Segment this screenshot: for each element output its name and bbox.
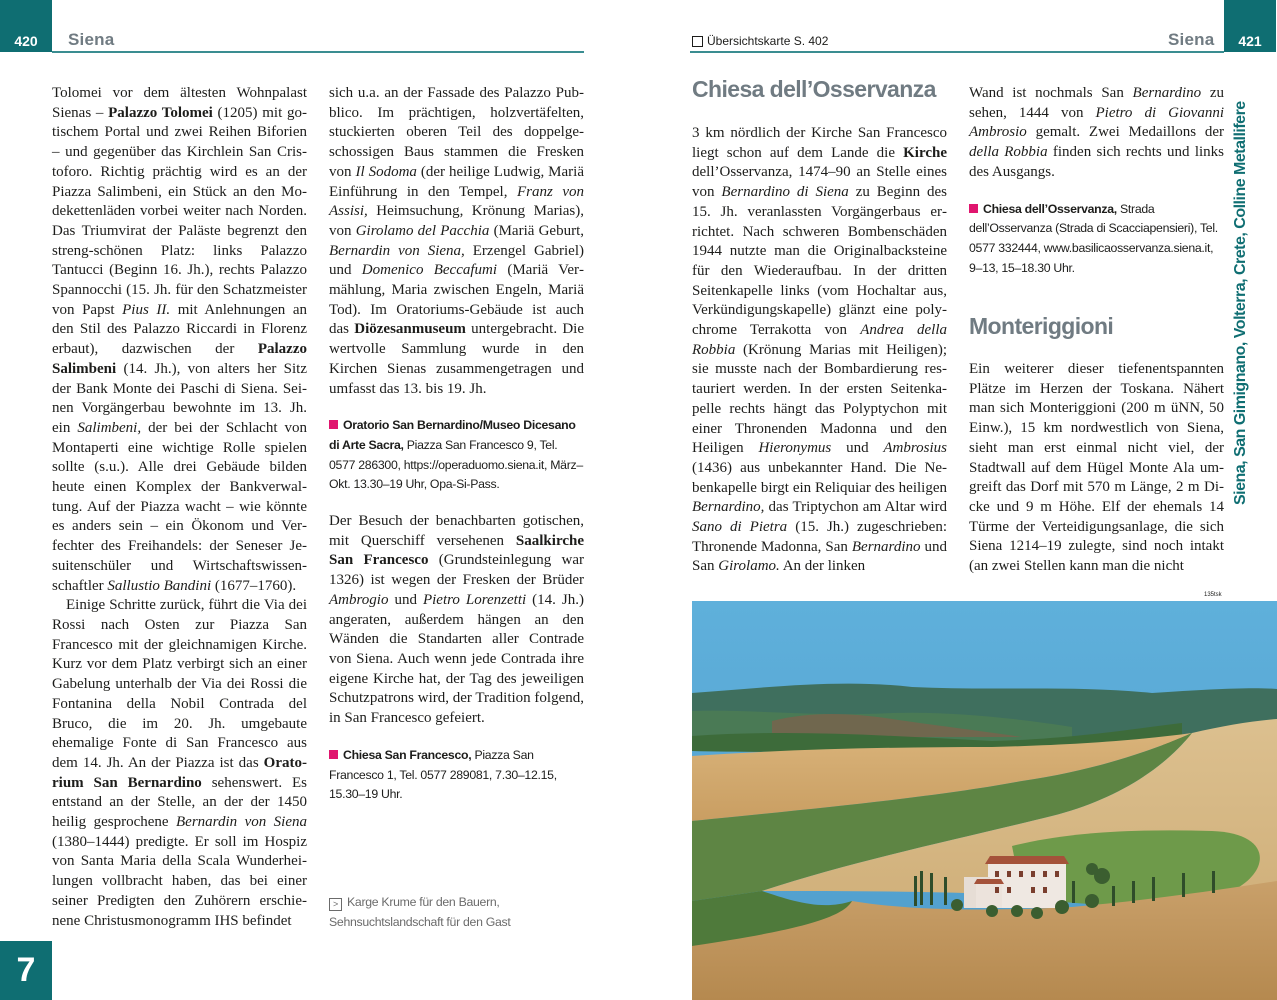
header-rule	[52, 51, 584, 53]
text-column-1	[52, 84, 307, 931]
paragraph: Ein weiterer dieser tiefenentspannten Plätze im Herzen der Toskana. Nähert man sich Monteriggioni (200 m üNN, 50 Einw.), 15 km nordwestlich von Siena, sieht man erst einmal nicht viel, der Stadtwall auf dem Hügel Monte Ala umgreift das Dorf mit 570 m Länge, 2 m Dicke und 9 m Höhe. Elf der ehemals 14 Türme der Verteidigungsanlage, die sich Siena 1214–19 zulegte, sind noch intakt (an zwei Stellen kann man die nicht	[969, 361, 1224, 575]
photo-credit: 135tsk	[1204, 592, 1222, 598]
section-heading-monteriggioni: Monteriggioni	[969, 313, 1114, 339]
running-header-title: Siena	[1168, 30, 1215, 49]
paragraph: Einige Schritte zurück, führt die Via dei Rossi nach Osten zur Piazza San Francesco mit der gleichnamigen Kirche. Kurz vor dem Platz verbirgt sich an einer Gabelung unterhalb der Via dei Rossi die Fontanina della Nobil Contrada del Bruco, die im 20. Jh. umgebaute ehemalige Fonte di San Francesco aus dem 14. Jh. An der Piazza ist das Oratorium San Bernardino sehenswert. Es entstand an der Stelle, an der der 1450 heilig gesprochene Bernardin von Siena (1380–1444) predigte. Er soll im Hospiz von Santa Maria della Scala Wunderheilungen vollbracht haben, das bei einer seiner Predigten den Zuhörern erschienene Christusmonogramm IHS befindet	[52, 597, 307, 929]
page-number: 420	[14, 33, 38, 49]
page-number-tab	[1224, 0, 1276, 52]
info-box-san-francesco: Chiesa San Francesco, Piazza San Francesco 1, Tel. 0577 289081, 7.30–12.15, 15.30–19 Uhr.	[329, 747, 557, 802]
bullet-square-icon	[329, 420, 338, 429]
left-page	[0, 0, 638, 1000]
paragraph: Wand ist nochmals San Bernardino zu sehen, 1444 von Pietro di Giovanni Ambrosio gemalt. Zwei Medaillons der della Robbia finden sich rechts und links des Ausgangs.	[969, 85, 1224, 180]
header-rule	[690, 51, 1224, 53]
chapter-side-label: Siena, San Gimignano, Volterra, Crete, Colline Metallifere	[1232, 101, 1249, 505]
paragraph: Der Besuch der benachbarten gotischen, mit Querschiff versehenen Saalkirche San Francesco (Grundsteinlegung war 1326) ist wegen der Fresken der Brüder Ambrogio und Pietro Lorenzetti (14. Jh.) angeraten, außerdem hängen an den Wänden die Standarten aller Contrade von Siena. Auch wenn jede Contrada ihre eigene Kirche hat, der Tag des jeweiligen Schutzpatrons wird, der Tradition folgend, in San Francesco gefeiert.	[329, 513, 584, 727]
paragraph: Tolomei vor dem ältesten Wohnpalast Sienas – Palazzo Tolomei (1205) mit gotischem Portal und zwei Reihen Biforien – und gegenüber das Kirchlein San Cristoforo. Richtig prächtig wird es an der Piazza Salimbeni, ein Stück an den Modekettenläden vorbei weiter nach Norden. Das Triumvirat der Paläste begrenzt den streng-schönen Platz: links Palazzo Tantucci (Beginn 16. Jh.), rechts Palazzo Spannocchi (15. Jh. für den Schatzmeister von Papst Pius II. mit Anlehnungen an den Stil des Palazzo Riccardi in Florenz erbaut), dazwischen der Palazzo Salimbeni (14. Jh.), von alters her Sitz der Bank Monte dei Paschi di Siena. Seinen Vorgängerbau bewohnte im 13. Jh. ein Salimbeni, der bei der Schlacht von Montaperti eine wichtige Rolle spielen sollte (s.u.). Alle drei Gebäude bilden heute einen Komplex der Bankverwaltung. Auf der Piazza wacht – wie könnte es anders sein – ein Ökonom und Verfechter des Freihandels: der Seneser Jesuitenschüler und Wirtschaftswissenschaftler Sallustio Bandini (1677–1760).	[52, 85, 308, 594]
text-column-2-lower	[969, 360, 1224, 577]
map-reference[interactable]: Übersichtskarte S. 402	[692, 34, 828, 48]
landscape-photo	[692, 601, 1277, 1000]
page-number: 421	[1238, 33, 1262, 49]
paragraph: sich u.a. an der Fassade des Palazzo Pubblico. Im prächtigen, holzvertäfelten, stuckierten oberen Teil des doppelgeschossigen Baus stammen die Fresken von Il Sodoma (der heilige Ludwig, Mariä Einführung in den Tempel, Franz von Assisi, Heimsuchung, Krönung Marias), von Girolamo del Pacchia (Mariä Geburt, Bernardin von Siena, Erzengel Gabriel) und Domenico Beccafumi (Mariä Vermählung, Maria zwischen Engeln, Mariä Tod). Im Oratoriums-Gebäude ist auch das Diözesanmuseum untergebracht. Die wertvolle Sammlung wurde in den Kirchen Sienas zusammengetragen und umfasst das 13. bis 19. Jh.	[329, 85, 585, 397]
arrow-right-box-icon: >	[329, 898, 342, 911]
paragraph: 3 km nördlich der Kirche San Francesco liegt schon auf dem Lande die Kirche dell’Osservanza, 1474–90 an Stelle eines von Bernardino di Siena zu Beginn des 15. Jh. veranlassten Vorgängerbaus errichtet. Nach schweren Bombenschäden 1944 nutzte man die Originalbacksteine für den Wiederaufbau. In der dritten Seitenkapelle links (vom Hochaltar aus, Verkündigungskapelle) glänzt eine polychrome Terrakotta von Andrea della Robbia (Krönung Marias mit Heiligen); sie musste nach der Bombardierung restauriert werden. In der ersten Seitenkapelle rechts hängt das Polyptychon mit einer Thronenden Madonna und den Heiligen Hieronymus und Ambrosius (1436) aus unbekannter Hand. Die Nebenkapelle birgt ein Reliquiar des heiligen Bernardino, das Triptychon am Altar wird Sano di Pietra (15. Jh.) zugeschrieben: Thronende Madonna, San Bernardino und San Girolamo. An der linken	[692, 125, 948, 575]
chapter-number: 7	[16, 951, 36, 989]
text-column-1	[692, 124, 947, 577]
bullet-square-icon	[329, 750, 338, 759]
bullet-square-icon	[969, 204, 978, 213]
map-box-icon	[692, 36, 703, 47]
info-box-oratorio: Oratorio San Bernardino/Museo Dicesano di Arte Sacra, Piazza San Francesco 9, Tel. 0577 286300, https://operaduomo.siena.it, März–Okt. 13.30–19 Uhr, Opa-Si-Pass.	[329, 418, 583, 492]
photo-caption: > Karge Krume für den Bauern, Sehnsuchtslandschaft für den Gast	[329, 895, 511, 929]
chapter-tab[interactable]	[0, 941, 52, 1000]
text-column-2	[969, 84, 1224, 278]
running-header-title: Siena	[68, 30, 115, 49]
info-box-osservanza: Chiesa dell’Osservanza, Strada dell’Osservanza (Strada di Scacciapensieri), Tel. 0577 332444, www.basilicaosservanza.siena.it, 9–13, 15–18.30 Uhr.	[969, 201, 1218, 275]
tuscan-landscape-image	[692, 601, 1277, 1000]
text-column-2	[329, 84, 584, 805]
page-number-tab	[0, 0, 52, 52]
section-heading-osservanza: Chiesa dell’Osservanza	[692, 76, 936, 102]
